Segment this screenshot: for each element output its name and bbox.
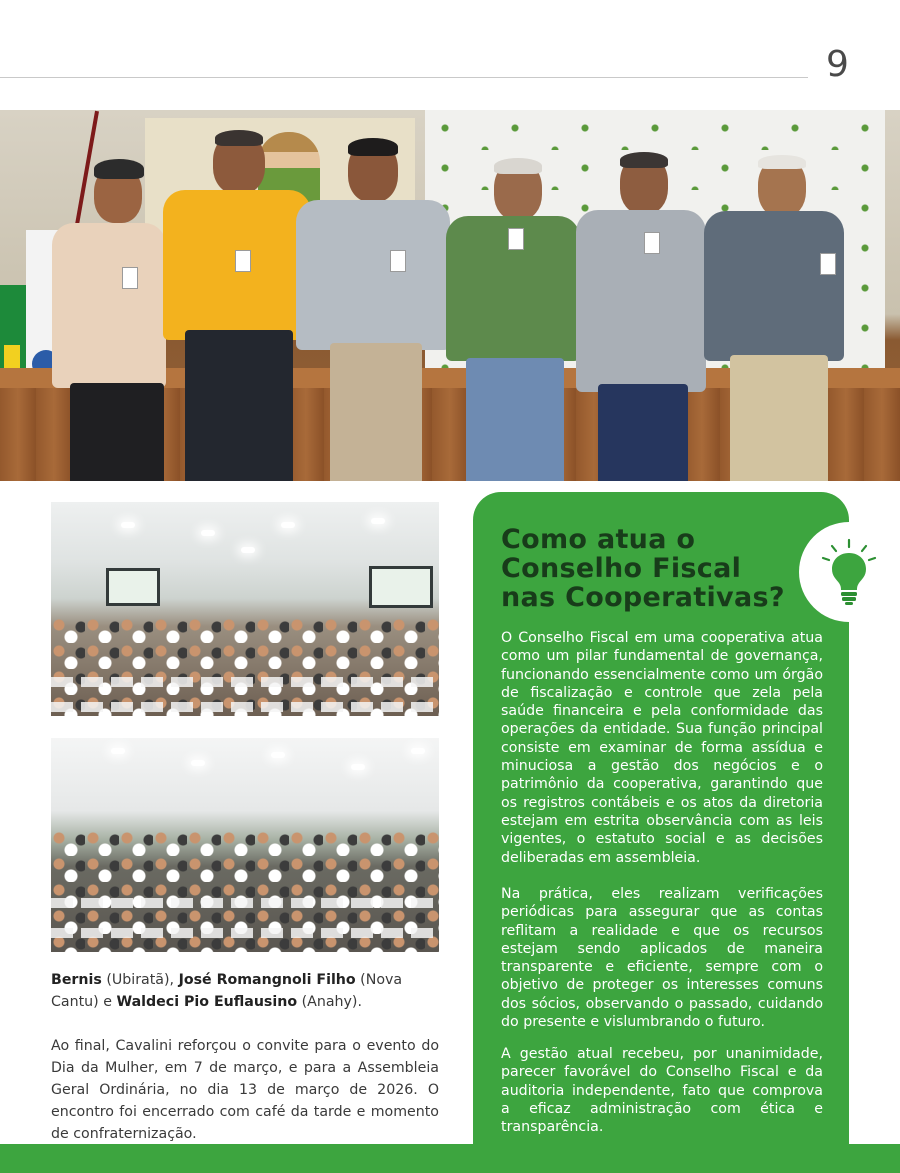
person-1: [50, 155, 170, 481]
person-3: [296, 138, 450, 481]
caption-name-3: Waldeci Pio Euflausino: [116, 994, 298, 1010]
sidebar-paragraph-1: O Conselho Fiscal em uma cooperativa atua como um pilar fundamental de governança, funcionando essencialmente como um órgão de fiscalização e controle que zela pela saúde financeira e pela conformidade das operações da entidade. Sua função principal consiste em examinar de forma assídua e minuciosa a gestão dos negócios e o patrimônio da cooperativa, garantindo que os registros contábeis e os atos da diretoria estejam em estrita observância com as leis vigentes, o estatuto social e as decisões deliberadas em assembleia.: [501, 630, 823, 866]
caption-name-2: José Romangnoli Filho: [178, 972, 356, 988]
ceiling-light: [371, 518, 385, 524]
ceiling-light: [191, 760, 205, 766]
sidebar-paragraph-3: A gestão atual recebeu, por unanimidade, parecer favorável do Conselho Fiscal e da auditoria independente, fato que comprova a eficaz administração com ética e transparência.: [501, 1046, 823, 1136]
chair-row: [51, 898, 439, 908]
caption-city-2: (Nova Cantu) e: [51, 972, 403, 1010]
header-rule: [0, 77, 808, 78]
ceiling-light: [351, 764, 365, 770]
chair-row: [51, 677, 439, 687]
ceiling-light: [201, 530, 215, 536]
lightbulb-icon: [818, 538, 880, 606]
caption-city-3: (Anahy).: [297, 994, 362, 1010]
sidebar-paragraph-2: Na prática, eles realizam verificações periódicas para assegurar que as contas reflitam a realidade e que os recursos estejam sendo aplicados de maneira transparente e eficiente, sempre com o objetivo de proteger os interesses comuns dos sócios, observando o passado, cuidando do presente e vislumbrando o futuro.: [501, 886, 823, 1031]
caption-name-1: Bernis: [51, 972, 102, 988]
person-2: [163, 130, 311, 481]
hero-group-photo: [0, 110, 900, 481]
ceiling-light: [281, 522, 295, 528]
chair-row: [51, 928, 439, 938]
article-body-text: Ao final, Cavalini reforçou o convite para o evento do Dia da Mulher, em 7 de março, e para a Assembleia Geral Ordinária, no dia 13 de março de 2026. O encontro foi encerrado com café da tarde e momento de confraternização.: [51, 1038, 439, 1142]
person-5: [576, 152, 706, 481]
footer-bar: [0, 1144, 900, 1173]
assembly-hall-photo-1: [51, 502, 439, 716]
projection-screen: [369, 566, 433, 608]
page-number: 9: [826, 44, 849, 85]
photo-caption: [51, 969, 439, 1013]
assembly-hall-photo-2: [51, 738, 439, 952]
projection-screen: [106, 568, 160, 606]
ceiling-light: [411, 748, 425, 754]
caption-city-1: (Ubiratã),: [101, 972, 179, 988]
ceiling-light: [121, 522, 135, 528]
ceiling-light: [271, 752, 285, 758]
person-4: [446, 158, 580, 481]
ceiling-light: [111, 748, 125, 754]
person-6: [704, 155, 844, 481]
ceiling-light: [241, 547, 255, 553]
sidebar-title: Como atua o Conselho Fiscal nas Cooperativas?: [501, 524, 785, 613]
chair-row: [51, 702, 439, 712]
